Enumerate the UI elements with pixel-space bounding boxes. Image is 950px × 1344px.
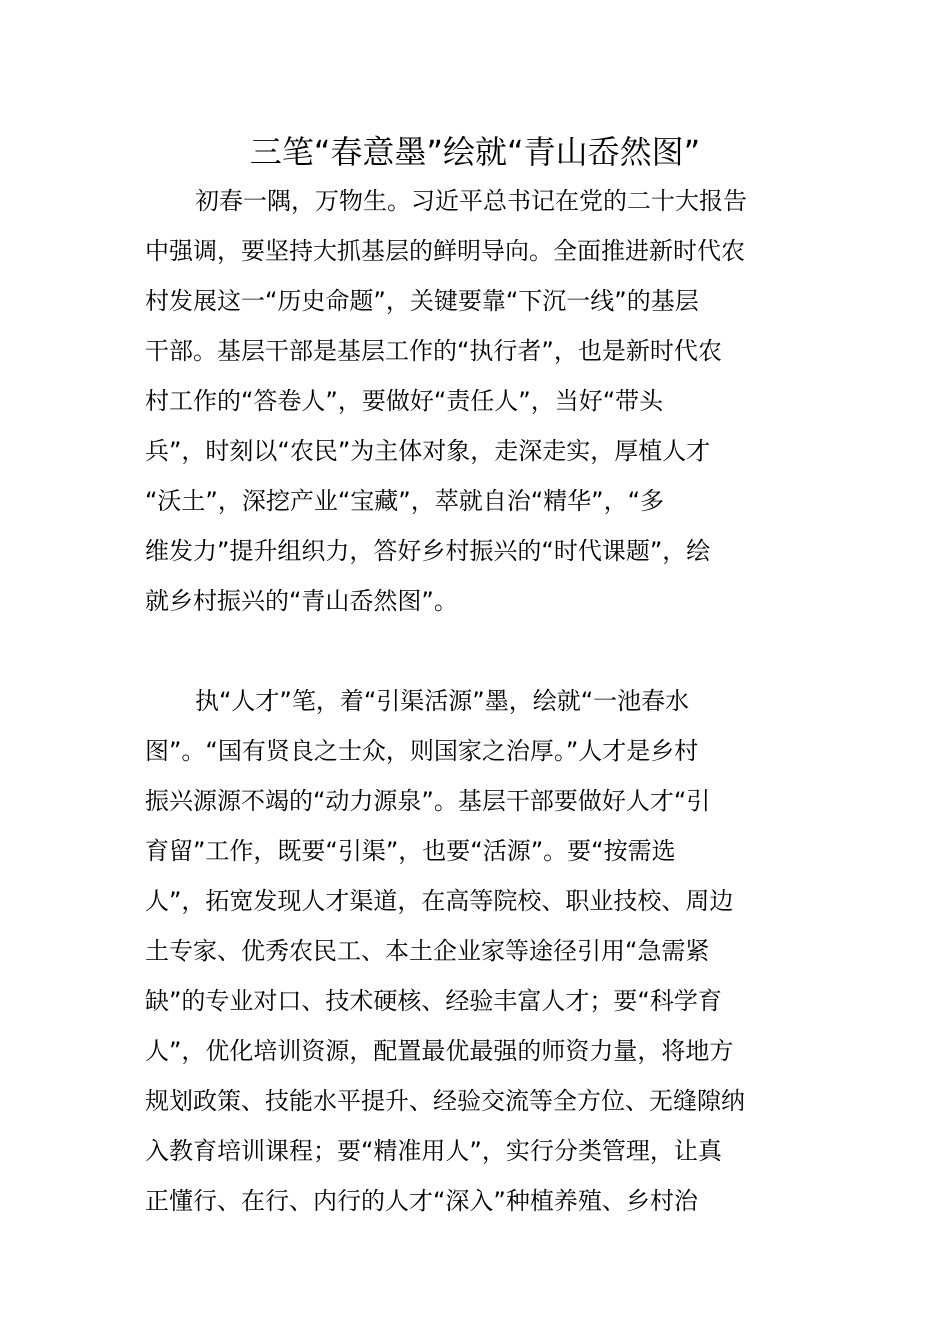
paragraph-line: 干部。基层干部是基层工作的“执行者”，也是新时代农 <box>145 337 722 365</box>
paragraph-line: 缺”的专业对口、技术硬核、经验丰富人才；要“科学育 <box>145 987 722 1015</box>
paragraph-line: 村工作的“答卷人”，要做好“责任人”，当好“带头 <box>145 387 664 415</box>
paragraph-line: 规划政策、技能水平提升、经验交流等全方位、无缝隙纳 <box>145 1087 745 1115</box>
paragraph-line: 兵”，时刻以“农民”为主体对象，走深走实，厚植人才 <box>145 437 711 465</box>
paragraph-line: “沃土”，深挖产业“宝藏”，萃就自治“精华”，“多 <box>145 487 665 515</box>
document-title: 三笔“春意墨”绘就“青山岙然图” <box>249 133 701 171</box>
paragraph-line: 振兴源源不竭的“动力源泉”。基层干部要做好人才“引 <box>145 787 711 815</box>
paragraph-line: 村发展这一“历史命题”，关键要靠“下沉一线”的基层 <box>145 287 699 315</box>
paragraph-2 <box>145 676 805 1226</box>
paragraph-line: 人”，拓宽发现人才渠道，在高等院校、职业技校、周边 <box>145 887 734 915</box>
paragraph-line: 就乡村振兴的“青山岙然图”。 <box>145 587 458 615</box>
paragraph-line: 图”。“国有贤良之士众，则国家之治厚。”人才是乡村 <box>145 737 699 765</box>
paragraph-line: 人”，优化培训资源，配置最优最强的师资力量，将地方 <box>145 1037 734 1065</box>
paragraph-line: 维发力”提升组织力，答好乡村振兴的“时代课题”，绘 <box>145 537 711 565</box>
paragraph-line: 土专家、优秀农民工、本土企业家等途径引用“急需紧 <box>145 937 710 965</box>
paragraph-line: 中强调，要坚持大抓基层的鲜明导向。全面推进新时代农 <box>145 237 745 265</box>
paragraph-line: 正懂行、在行、内行的人才“深入”种植养殖、乡村治 <box>145 1187 698 1215</box>
paragraph-line: 入教育培训课程；要“精准用人”，实行分类管理，让真 <box>145 1137 722 1165</box>
paragraph-line: 育留”工作，既要“引渠”，也要“活源”。要“按需选 <box>145 837 676 865</box>
paragraph-line: 初春一隅，万物生。习近平总书记在党的二十大报告 <box>195 187 747 215</box>
paragraph-1 <box>145 176 805 626</box>
paragraph-line: 执“人才”笔，着“引渠活源”墨，绘就“一池春水 <box>195 687 690 715</box>
